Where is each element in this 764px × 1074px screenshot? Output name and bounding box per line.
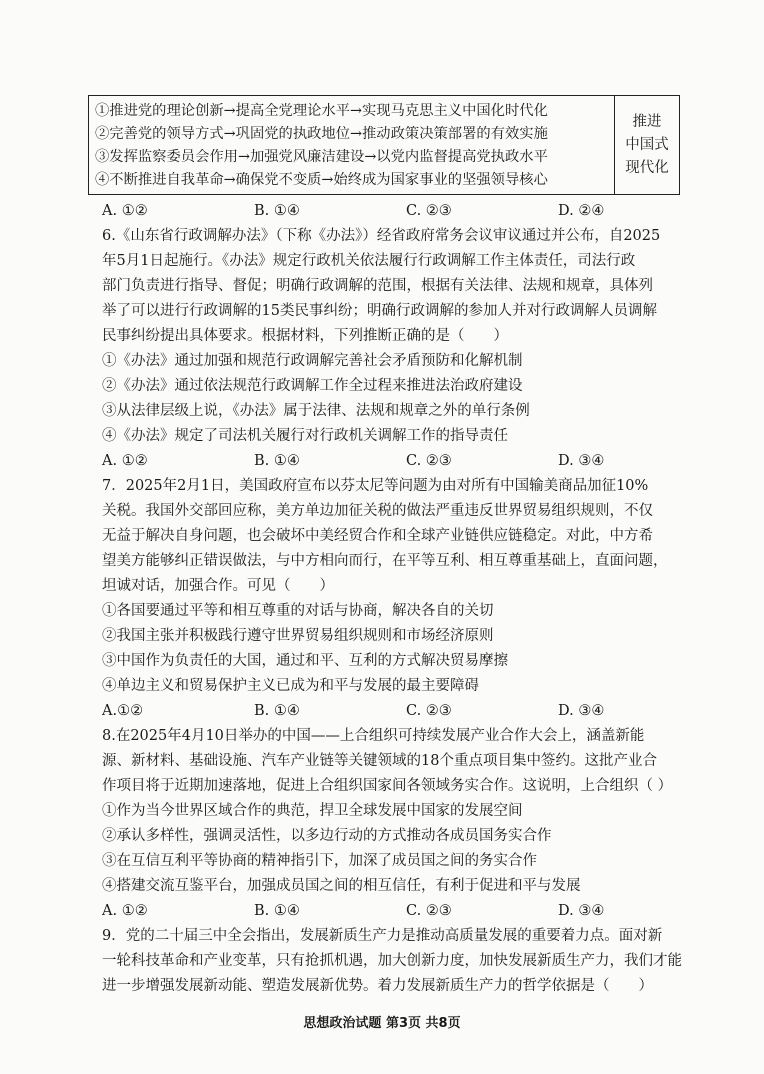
q7-stem-line: 坦诚对话，加强合作。可见（ ） [102, 578, 334, 594]
q7-option-d[interactable]: D. ③④ [558, 703, 605, 719]
q7-stem-line: 无益于解决自身问题，也会破坏中美经贸合作和全球产业链供应链稳定。对此，中方希 [102, 528, 653, 544]
q8-stem-line: 源、新材料、基础设施、汽车产业链等关键领域的18个重点项目集中签约。这批产业合 [102, 753, 657, 769]
q8-option-a[interactable]: A. ①② [102, 903, 148, 919]
q6-option-d[interactable]: D. ③④ [558, 453, 605, 469]
q6-option-a[interactable]: A. ①② [102, 453, 148, 469]
q8-stem-line: 8.在2025年4月10日举办的中国——上合组织可持续发展产业合作大会上，涵盖新能 [102, 728, 645, 744]
q5-goal-line-2: 中国式 [625, 136, 669, 153]
q7-stem-line: 关税。我国外交部回应称，美方单边加征关税的做法严重违反世界贸易组织规则，不仅 [102, 503, 653, 519]
q6-stem-line: 部门负责进行指导、督促；明确行政调解的范围，根据有关法律、法规和规章，具体列 [102, 278, 653, 294]
q5-goal-line-1: 推进 [632, 113, 662, 130]
q5-chain-4: ④不断推进自我革命→确保党不变质→始终成为国家事业的坚强领导核心 [95, 172, 548, 188]
q7-option-b[interactable]: B. ①④ [254, 703, 300, 719]
q5-option-d[interactable]: D. ②④ [558, 203, 605, 219]
q9-stem-line: 进一步增强发展新动能、塑造发展新优势。着力发展新质生产力的哲学依据是（ ） [102, 978, 653, 994]
q8-option-d[interactable]: D. ③④ [558, 903, 605, 919]
q5-table [88, 95, 680, 195]
q9-stem-line: 9．党的二十届三中全会指出，发展新质生产力是推动高质量发展的重要着力点。面对新 [102, 928, 663, 944]
q5-option-b[interactable]: B. ①④ [254, 203, 300, 219]
q5-table-goal [615, 96, 679, 194]
q8-stem-line: 作项目将于近期加速落地，促进上合组织国家间各领域务实合作。这说明，上合组织（ ） [102, 778, 673, 794]
q7-statement-2: ②我国主张并积极践行遵守世界贸易组织规则和市场经济原则 [102, 628, 494, 644]
q8-statement-4: ④搭建交流互鉴平台，加强成员国之间的相互信任，有利于促进和平与发展 [102, 878, 581, 894]
q6-options [102, 449, 682, 473]
q6-statement-4: ④《办法》规定了司法机关履行对行政机关调解工作的指导责任 [102, 428, 508, 444]
q5-goal-line-3: 现代化 [625, 159, 669, 176]
q5-options [102, 199, 682, 223]
q5-chain-1: ①推进党的理论创新→提高全党理论水平→实现马克思主义中国化时代化 [95, 103, 548, 119]
q6-stem-line: 年5月1日起施行。《办法》规定行政机关依法履行行政调解工作主体责任，司法行政 [102, 253, 636, 269]
q7-statement-4: ④单边主义和贸易保护主义已成为和平与发展的最主要障碍 [102, 678, 479, 694]
q6-statement-2: ②《办法》通过依法规范行政调解工作全过程来推进法治政府建设 [102, 378, 523, 394]
q6-statement-3: ③从法律层级上说，《办法》属于法律、法规和规章之外的单行条例 [102, 403, 530, 419]
page-footer: 思想政治试题 第3页 共8页 [303, 1016, 461, 1031]
q5-option-c[interactable]: C. ②③ [406, 203, 452, 219]
q7-stem-line: 7．2025年2月1日，美国政府宣布以芬太尼等问题为由对所有中国输美商品加征10% [102, 478, 649, 494]
q7-option-a[interactable]: A.①② [102, 703, 144, 719]
q5-table-chains [89, 96, 615, 194]
q8-option-c[interactable]: C. ②③ [406, 903, 452, 919]
q8-statement-3: ③在互信互利平等协商的精神指引下，加深了成员国之间的务实合作 [102, 853, 537, 869]
q6-option-b[interactable]: B. ①④ [254, 453, 300, 469]
q7-statement-3: ③中国作为负责任的大国，通过和平、互利的方式解决贸易摩擦 [102, 653, 508, 669]
q7-options [102, 699, 682, 723]
q9-stem-line: 一轮科技革命和产业变革，只有抢抓机遇，加大创新力度，加快发展新质生产力，我们才能 [102, 953, 682, 969]
q7-statement-1: ①各国要通过平等和相互尊重的对话与协商，解决各自的关切 [102, 603, 494, 619]
q6-option-c[interactable]: C. ②③ [406, 453, 452, 469]
q5-option-a[interactable]: A. ①② [102, 203, 148, 219]
q6-stem-line: 6.《山东省行政调解办法》（下称《办法》）经省政府常务会议审议通过并公布，自2025 [102, 228, 661, 244]
q8-options [102, 899, 682, 923]
q7-stem-line: 望美方能够纠正错误做法，与中方相向而行，在平等互利、相互尊重基础上，直面问题， [102, 553, 668, 569]
q8-statement-2: ②承认多样性，强调灵活性，以多边行动的方式推动各成员国务实合作 [102, 828, 552, 844]
q6-statement-1: ①《办法》通过加强和规范行政调解完善社会矛盾预防和化解机制 [102, 353, 523, 369]
q6-stem-line: 民事纠纷提出具体要求。根据材料，下列推断正确的是（ ） [102, 328, 508, 344]
q5-chain-2: ②完善党的领导方式→巩固党的执政地位→推动政策决策部署的有效实施 [95, 126, 548, 142]
q8-option-b[interactable]: B. ①④ [254, 903, 300, 919]
q8-statement-1: ①作为当今世界区域合作的典范，捍卫全球发展中国家的发展空间 [102, 803, 523, 819]
q5-chain-3: ③发挥监察委员会作用→加强党风廉洁建设→以党内监督提高党执政水平 [95, 149, 548, 165]
q7-option-c[interactable]: C. ②③ [406, 703, 452, 719]
q6-stem-line: 举了可以进行行政调解的15类民事纠纷；明确行政调解的参加人并对行政调解人员调解 [102, 303, 657, 319]
